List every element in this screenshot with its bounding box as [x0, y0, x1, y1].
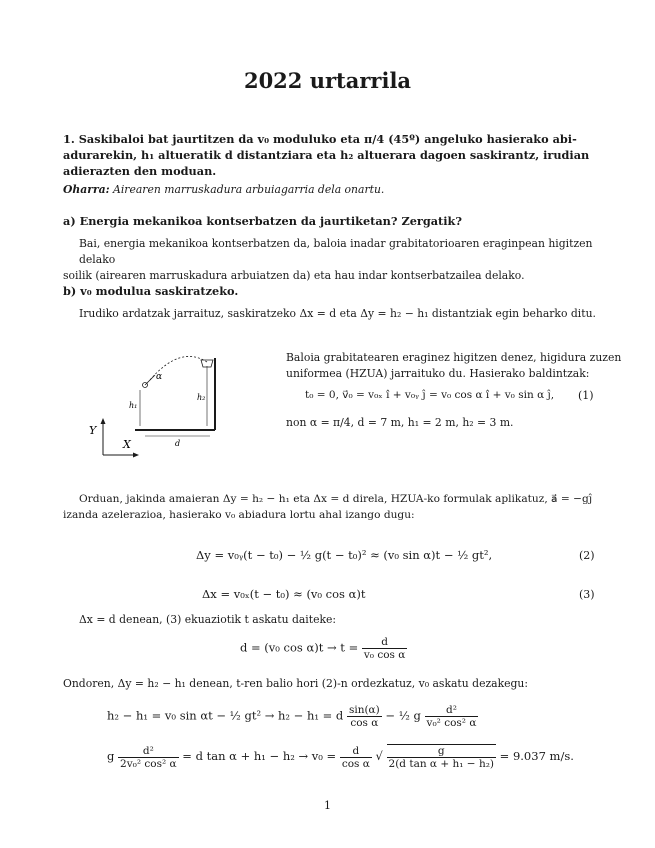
substitution-text: Ondoren, Δy = h₂ − h₁ denean, t-ren balio hori (2)-n ordezkatuz, v₀ askatu dezakegu:	[63, 677, 529, 690]
basketball-diagram	[89, 350, 255, 460]
equation-t-left: d = (v₀ cos α)t → t =	[240, 640, 359, 655]
statement-line: 1. Saskibaloi bat jaurtitzen da v₀ moduluko eta π/4 (45º) angeluko hasierako abi-	[63, 132, 577, 146]
fraction-denominator: 2v₀² cos² α	[120, 757, 177, 770]
part-b-intro: Irudiko ardatzak jarraituz, saskiratzeko Δx = d eta Δy = h₂ − h₁ distantziak egin beharko ditu.	[79, 307, 596, 320]
note-text: Airearen marruskadura arbuiagarria dela onartu.	[113, 183, 385, 196]
label-d: d	[175, 439, 181, 448]
then-line: Orduan, jakinda amaieran Δy = h₂ − h₁ eta Δx = d direla, HZUA-ko formulak aplikatuz, a⃗ = −gĵ	[79, 493, 593, 505]
eq3-number: (3)	[579, 588, 595, 601]
answer-line: Bai, energia mekanikoa kontserbatzen da, baloia inadar grabitatorioaren eraginpean higitzen delako	[79, 237, 593, 266]
fraction-numerator: g	[437, 745, 445, 757]
equation-5-result: = 9.037 m/s.	[499, 749, 574, 763]
label-h2: h₂	[197, 393, 206, 402]
fraction-d2	[425, 704, 479, 729]
label-x: X	[123, 438, 131, 451]
label-h1: h₁	[129, 401, 138, 410]
part-a-heading: a) Energia mekanikoa kontserbatzen da jaurtiketan? Zergatik?	[63, 214, 463, 228]
part-a-answer	[63, 236, 603, 284]
fraction-numerator: d²	[142, 744, 154, 757]
fraction-denominator: v₀² cos² α	[426, 717, 477, 729]
fraction-denominator: cos α	[341, 757, 370, 770]
label-alpha: α	[156, 372, 163, 382]
fraction-numerator: sin(α)	[348, 704, 380, 716]
equation-t	[240, 636, 407, 661]
equation-5	[107, 744, 574, 770]
eq2-number: (2)	[579, 549, 595, 562]
fraction-sqrt	[387, 744, 497, 770]
given-values: non α = π/4, d = 7 m, h₁ = 2 m, h₂ = 3 m.	[286, 416, 514, 429]
statement-line: adierazten den moduan.	[63, 164, 217, 178]
note	[63, 182, 384, 198]
fraction-denominator: 2(d tan α + h₁ − h₂)	[388, 758, 495, 770]
velocity-vector	[145, 375, 155, 385]
y-axis-arrow	[101, 418, 106, 424]
fraction-t	[362, 636, 408, 661]
equation-5-g: g	[107, 749, 115, 763]
fraction-d-cos	[340, 745, 372, 770]
statement-line: adurarekin, h₁ altueratik d distantziara eta h₂ altuerara dagoen saskirantz, irudian	[63, 148, 590, 162]
explanation-line: uniformea (HZUA) jarraituko du. Hasierako baldintzak:	[286, 367, 590, 380]
fraction-numerator: d²	[446, 704, 457, 716]
equation-4-left: h₂ − h₁ = v₀ sin αt − ½ gt² → h₂ − h₁ = d	[107, 708, 344, 723]
sqrt-icon: √	[375, 749, 383, 763]
equation-2: Δy = v₀ᵧ(t − t₀) − ½ g(t − t₀)² ≈ (v₀ sin α)t − ½ gt²,	[196, 548, 493, 562]
initial-conditions: t₀ = 0, v⃗₀ = v₀ₓ î + v₀ᵧ ĵ = v₀ cos α î + v₀ sin α ĵ,	[305, 389, 555, 401]
equation-3: Δx = v₀ₓ(t − t₀) ≈ (v₀ cos α)t	[202, 587, 366, 601]
page-number: 1	[324, 799, 331, 812]
fraction-sin-cos	[347, 704, 382, 729]
fraction-d2-2v	[118, 745, 179, 770]
explanation-line: Baloia grabitatearen eraginez higitzen denez, higidura zuzen	[286, 351, 622, 364]
equation-4	[107, 704, 478, 729]
equation-5-mid: = d tan α + h₁ − h₂ → v₀ =	[182, 749, 337, 763]
then-line: izanda azelerazioa, hasierako v₀ abiadura lortu ahal izango dugu:	[63, 509, 415, 521]
basket-icon	[201, 360, 213, 367]
page-title: 2022 urtarrila	[243, 68, 412, 93]
x-axis-arrow	[133, 453, 139, 458]
eq1-number: (1)	[578, 389, 594, 402]
fraction-numerator: d	[381, 636, 388, 648]
fraction-numerator: d	[352, 744, 360, 757]
problem-statement	[63, 131, 603, 179]
then-paragraph	[63, 491, 608, 523]
part-b-heading: b) v₀ modulua saskiratzeko.	[63, 284, 239, 298]
fraction-denominator: v₀ cos α	[363, 649, 406, 661]
answer-line: soilik (airearen marruskadura arbuiatzen da) eta hau indar kontserbatzailea delako.	[63, 269, 525, 282]
fraction-denominator: cos α	[347, 716, 382, 729]
note-label: Oharra:	[63, 183, 110, 196]
label-y: Y	[89, 424, 97, 437]
solve-t-text: Δx = d denean, (3) ekuaziotik t askatu daiteke:	[79, 613, 337, 626]
equation-4-mid: − ½ g	[385, 708, 421, 723]
figure-explanation	[286, 350, 621, 382]
